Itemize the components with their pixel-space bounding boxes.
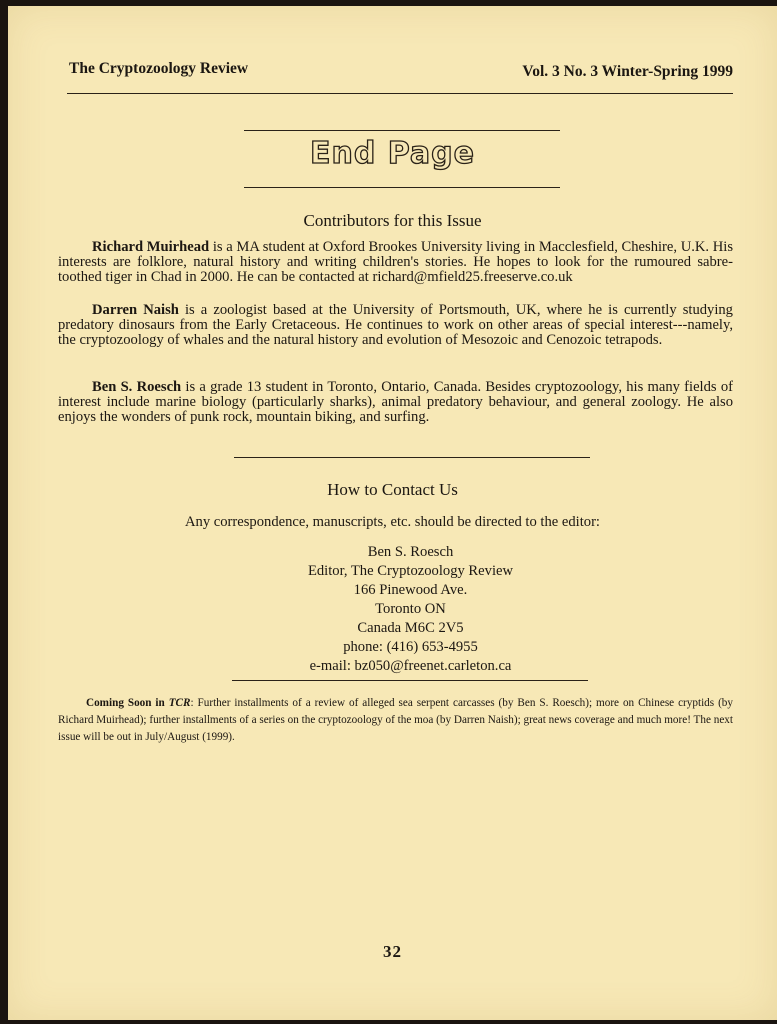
- contributor-name: Ben S. Roesch: [92, 379, 182, 395]
- contact-intro: Any correspondence, manuscripts, etc. should be directed to the editor:: [185, 514, 600, 530]
- contributor-bio: is a MA student at Oxford Brookes University living in Macclesfield, Cheshire, U.K. His interests are folklore, natural history and writing children's stories. He hopes to look for the rumoured sabre-toothed tiger in Chad in 2000. He can be contacted at richard@mfield25.freeserve.co.uk: [58, 239, 733, 285]
- title-rule-top: [244, 130, 560, 131]
- contact-heading: How to Contact Us: [327, 480, 458, 499]
- page-number: 32: [383, 942, 402, 961]
- editor-address: [8, 543, 777, 676]
- header-rule: [67, 93, 733, 94]
- page: [8, 6, 777, 1020]
- contributor-bio: is a grade 13 student in Toronto, Ontario, Canada. Besides cryptozoology, his many fields of interest include marine biology (particularly sharks), animal predatory behaviour, and general zoology. He also enjoys the wonders of punk rock, mountain biking, and surfing.: [58, 379, 733, 425]
- page-title: End Page: [309, 136, 476, 171]
- contributor-entry: [58, 303, 733, 348]
- contributor-entry: [58, 380, 733, 425]
- street-address: 166 Pinewood Ave.: [353, 582, 468, 598]
- country-postal: Canada M6C 2V5: [357, 620, 464, 636]
- email-address: e-mail: bz050@freenet.carleton.ca: [309, 658, 512, 674]
- city: Toronto ON: [375, 601, 446, 617]
- contributors-heading: Contributors for this Issue: [303, 211, 482, 230]
- editor-title: Editor, The Cryptozoology Review: [307, 563, 514, 579]
- contributor-name: Darren Naish: [92, 302, 179, 318]
- phone-number: phone: (416) 653-4955: [343, 639, 478, 655]
- section-divider: [234, 457, 590, 458]
- title-rule-bottom: [244, 187, 560, 188]
- coming-soon-notice: [58, 695, 733, 746]
- editor-name: Ben S. Roesch: [367, 544, 454, 560]
- issue-info: Vol. 3 No. 3 Winter-Spring 1999: [522, 63, 733, 80]
- coming-soon-text: : Further installments of a review of alleged sea serpent carcasses (by Ben S. Roesch); more on Chinese cryptids (by Richard Muirhead); further installments of a series on the cryptozoology of the moa (by Darren Naish); great news coverage and much more! The next issue will be out in July/August (1999).: [58, 697, 733, 743]
- contributor-name: Richard Muirhead: [92, 239, 210, 255]
- section-divider: [232, 680, 588, 681]
- contributor-bio: is a zoologist based at the University of Portsmouth, UK, where he is currently studying predatory dinosaurs from the Early Cretaceous. He continues to work on other areas of special interest---namely, the cryptozoology of whales and the natural history and evolution of Mesozoic and Cenozoic tetrapods.: [58, 302, 733, 348]
- coming-soon-label: Coming Soon in: [86, 697, 169, 709]
- publication-name: The Cryptozoology Review: [69, 60, 249, 77]
- coming-soon-tcr: TCR: [168, 697, 191, 709]
- contributor-entry: [58, 240, 733, 285]
